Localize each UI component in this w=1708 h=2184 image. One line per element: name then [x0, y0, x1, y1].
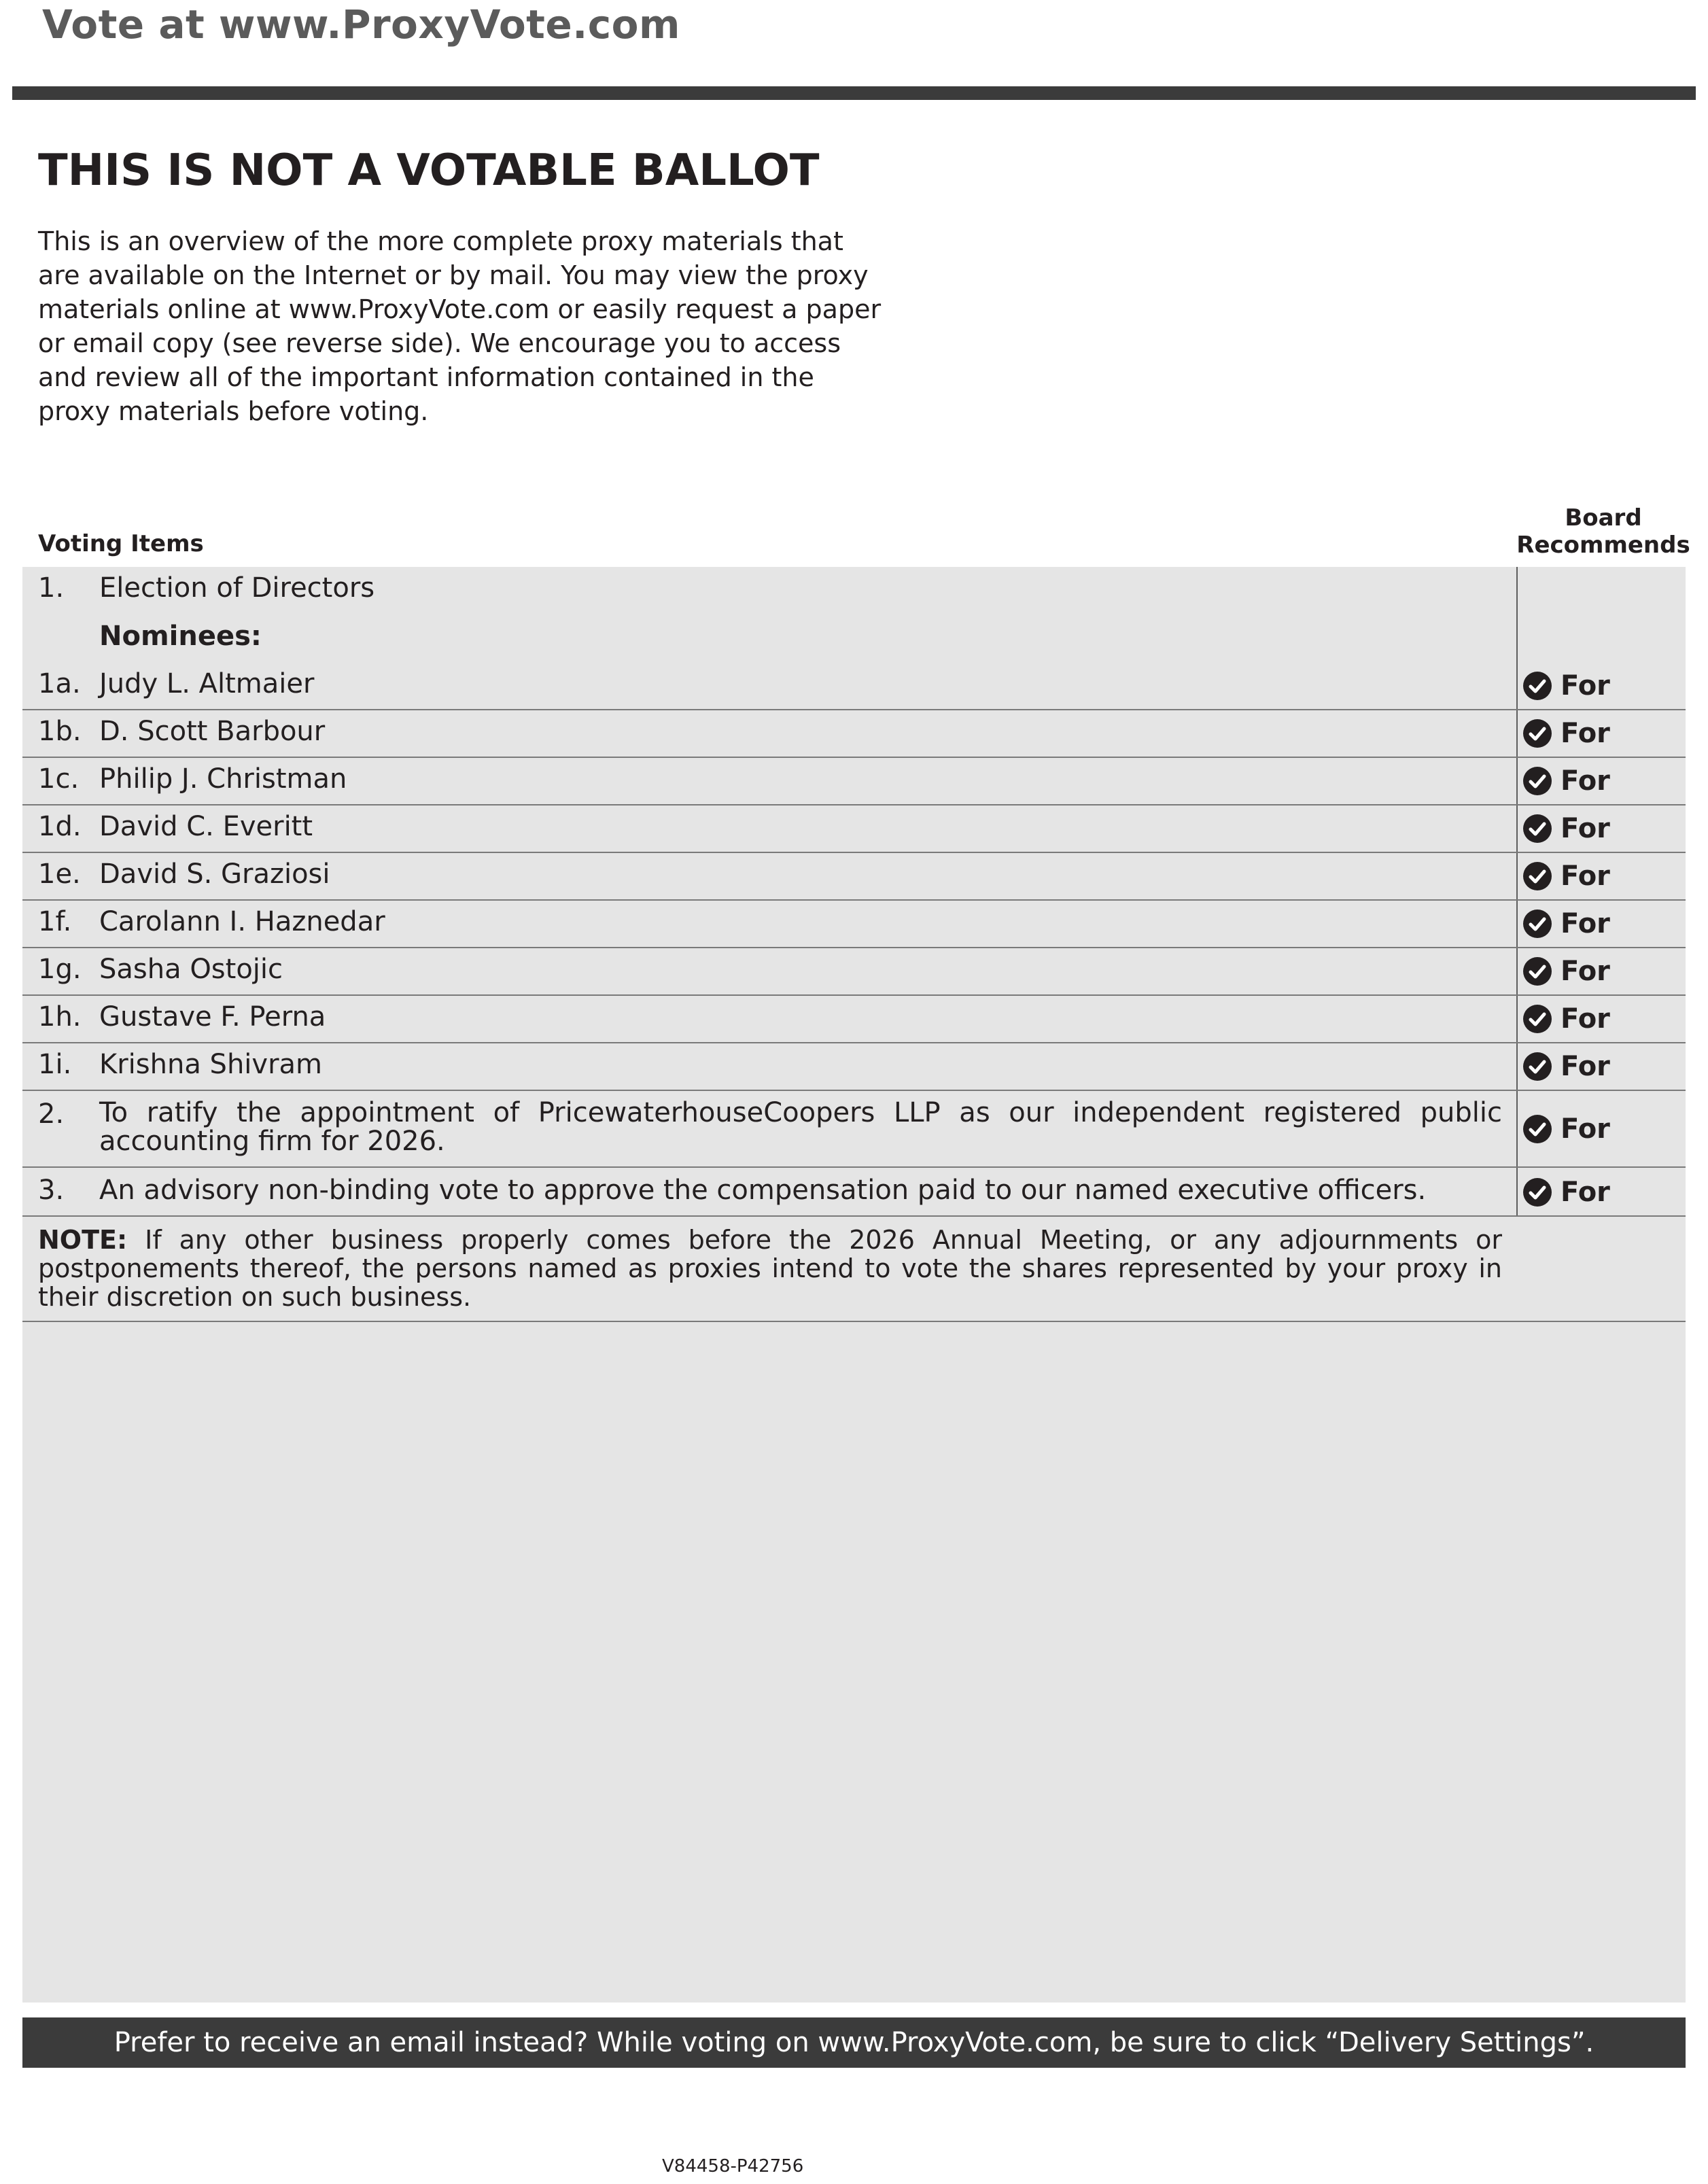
check-circle-icon — [1522, 1114, 1552, 1144]
check-circle-icon — [1522, 861, 1552, 891]
item-number: 3. — [38, 1175, 65, 1206]
check-circle-icon — [1522, 718, 1552, 748]
row-divider — [22, 899, 1686, 901]
nominee-number: 1c. — [38, 763, 80, 795]
board-recommendation — [1522, 812, 1610, 845]
row-divider — [22, 1215, 1686, 1217]
board-recommendation — [1522, 1003, 1610, 1035]
board-recommendation — [1522, 765, 1610, 797]
check-circle-icon — [1522, 766, 1552, 796]
recommendation-label: For — [1561, 861, 1610, 892]
row-divider — [22, 947, 1686, 948]
recommendation-label: For — [1561, 956, 1610, 987]
nominee-name: David S. Graziosi — [99, 859, 330, 890]
recommendation-label: For — [1561, 718, 1610, 749]
nominee-name: Judy L. Altmaier — [99, 668, 315, 699]
nominee-number: 1g. — [38, 954, 82, 985]
recommendation-label: For — [1561, 908, 1610, 939]
row-divider — [22, 852, 1686, 853]
proposal-text: An advisory non-binding vote to approve the compensation paid to our named executive officers. — [99, 1175, 1427, 1206]
recommendation-label: For — [1561, 1113, 1610, 1145]
note-label: NOTE: — [38, 1225, 128, 1255]
board-recommendation — [1522, 670, 1610, 702]
board-header-line: Recommends — [1516, 532, 1690, 559]
nominee-name: Carolann I. Haznedar — [99, 906, 385, 937]
nominee-name: Sasha Ostojic — [99, 954, 283, 985]
check-circle-icon — [1522, 956, 1552, 986]
item-label: Election of Directors — [99, 572, 375, 604]
nominee-name: Gustave F. Perna — [99, 1001, 326, 1033]
proposal-text: To ratify the appointment of PricewaterhouseCoopers LLP as our independent registered public accounting firm for 2026. — [99, 1097, 1502, 1157]
note-paragraph — [38, 1226, 1502, 1311]
nominee-number: 1b. — [38, 716, 82, 747]
intro-line: or email copy (see reverse side). We encourage you to access — [38, 328, 841, 358]
check-circle-icon — [1522, 814, 1552, 844]
row-divider — [22, 1166, 1686, 1168]
nominee-number: 1i. — [38, 1049, 72, 1080]
nominee-number: 1h. — [38, 1001, 82, 1033]
recommendation-label: For — [1561, 1177, 1610, 1208]
nominee-name: Krishna Shivram — [99, 1049, 323, 1080]
board-recommendation — [1522, 1050, 1610, 1083]
note-text: If any other business properly comes before the 2026 Annual Meeting, or any adjournments or postponements thereof, the persons named as proxies intend to vote the shares represented by your proxy in their discretion on such business. — [38, 1225, 1502, 1312]
column-divider — [1516, 567, 1518, 1215]
nominee-name: Philip J. Christman — [99, 763, 347, 795]
row-divider — [22, 804, 1686, 805]
row-divider — [22, 994, 1686, 996]
check-circle-icon — [1522, 671, 1552, 701]
row-divider — [22, 1321, 1686, 1322]
recommendation-label: For — [1561, 670, 1610, 701]
recommendation-label: For — [1561, 1051, 1610, 1082]
row-divider — [22, 709, 1686, 710]
email-delivery-text: Prefer to receive an email instead? While voting on www.ProxyVote.com, be sure to click “Delivery Settings”. — [114, 2027, 1594, 2058]
nominee-number: 1f. — [38, 906, 72, 937]
board-recommendation — [1522, 955, 1610, 988]
board-recommendation — [1522, 907, 1610, 940]
board-header-line: Board — [1565, 504, 1642, 532]
ballot-notice-title: THIS IS NOT A VOTABLE BALLOT — [38, 145, 820, 196]
intro-line: are available on the Internet or by mail. You may view the proxy — [38, 260, 869, 290]
check-circle-icon — [1522, 1052, 1552, 1081]
recommendation-label: For — [1561, 1003, 1610, 1035]
board-recommendation — [1522, 860, 1610, 892]
intro-paragraph — [38, 224, 882, 428]
nominee-number: 1e. — [38, 859, 81, 890]
nominee-name: D. Scott Barbour — [99, 716, 326, 747]
intro-line: proxy materials before voting. — [38, 396, 429, 426]
board-recommendation — [1522, 1113, 1610, 1145]
intro-line: and review all of the important information contained in the — [38, 362, 814, 392]
board-recommendation — [1522, 1176, 1610, 1209]
item-number: 2. — [38, 1098, 65, 1130]
voting-items-header: Voting Items — [38, 530, 204, 557]
item-number: 1. — [38, 572, 65, 604]
row-divider — [22, 1090, 1686, 1091]
check-circle-icon — [1522, 1004, 1552, 1034]
recommendation-label: For — [1561, 765, 1610, 797]
header-rule — [12, 86, 1696, 100]
check-circle-icon — [1522, 1177, 1552, 1207]
page-header-title: Vote at www.ProxyVote.com — [42, 1, 680, 48]
board-recommendation — [1522, 717, 1610, 750]
board-recommends-header — [1515, 504, 1692, 559]
job-code: V84458-P42756 — [662, 2156, 804, 2177]
nominee-number: 1d. — [38, 811, 82, 842]
nominee-name: David C. Everitt — [99, 811, 313, 842]
nominee-number: 1a. — [38, 668, 81, 699]
email-delivery-banner — [22, 2017, 1686, 2068]
row-divider — [22, 757, 1686, 758]
intro-line: materials online at www.ProxyVote.com or easily request a paper — [38, 294, 882, 324]
nominees-label: Nominees: — [99, 621, 262, 652]
row-divider — [22, 1042, 1686, 1043]
recommendation-label: For — [1561, 813, 1610, 844]
intro-line: This is an overview of the more complete proxy materials that — [38, 226, 843, 256]
check-circle-icon — [1522, 909, 1552, 939]
